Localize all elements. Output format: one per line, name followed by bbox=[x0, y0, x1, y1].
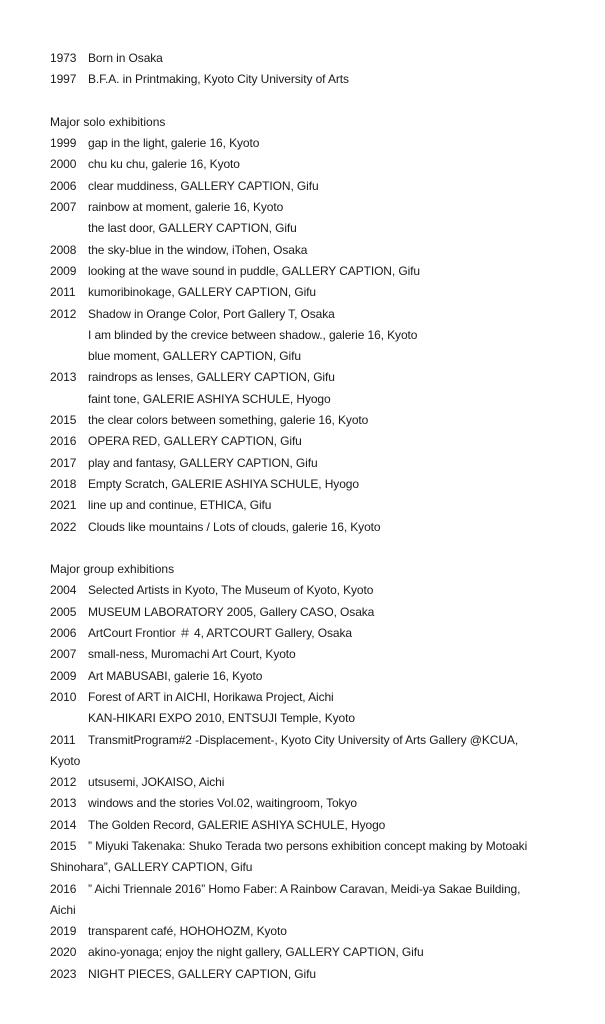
group-year: 2006 bbox=[50, 626, 77, 641]
solo-entry bbox=[50, 240, 590, 261]
solo-entry bbox=[50, 346, 590, 367]
solo-entry bbox=[50, 176, 590, 197]
group-text: TransmitProgram#2 -Displacement-, Kyoto City University of Arts Gallery @KCUA, bbox=[88, 732, 519, 747]
solo-entry bbox=[50, 474, 590, 495]
solo-entry bbox=[50, 410, 590, 431]
group-year: 2023 bbox=[50, 966, 77, 981]
group-year: 2019 bbox=[50, 924, 77, 939]
group-entry-wrap: Shinohara”, GALLERY CAPTION, Gifu bbox=[50, 860, 253, 875]
solo-year: 2007 bbox=[50, 200, 77, 215]
solo-entry bbox=[50, 282, 590, 303]
group-entry-wrap: Kyoto bbox=[50, 753, 81, 768]
solo-year: 2017 bbox=[50, 455, 77, 470]
bio-entry bbox=[50, 69, 590, 90]
group-exhibitions-heading: Major group exhibitions bbox=[50, 562, 175, 577]
group-text: Forest of ART in AICHI, Horikawa Project, Aichi bbox=[88, 689, 334, 704]
solo-entry bbox=[50, 261, 590, 282]
group-entry bbox=[50, 602, 590, 623]
group-year: 2016 bbox=[50, 881, 77, 896]
solo-entry bbox=[50, 453, 590, 474]
solo-year: 2008 bbox=[50, 242, 77, 257]
solo-text: play and fantasy, GALLERY CAPTION, Gifu bbox=[88, 455, 318, 470]
group-text: small-ness, Muromachi Art Court, Kyoto bbox=[88, 647, 296, 662]
group-text: The Golden Record, GALERIE ASHIYA SCHULE, Hyogo bbox=[88, 817, 386, 832]
solo-year: 2011 bbox=[50, 285, 76, 300]
solo-year: 2013 bbox=[50, 370, 77, 385]
solo-entry bbox=[50, 304, 590, 325]
group-text: Art MABUSABI, galerie 16, Kyoto bbox=[88, 668, 263, 683]
group-text: akino-yonaga; enjoy the night gallery, GALLERY CAPTION, Gifu bbox=[88, 945, 424, 960]
solo-year: 2000 bbox=[50, 157, 77, 172]
solo-text: chu ku chu, galerie 16, Kyoto bbox=[88, 157, 240, 172]
solo-text: OPERA RED, GALLERY CAPTION, Gifu bbox=[88, 434, 302, 449]
solo-text: kumoribinokage, GALLERY CAPTION, Gifu bbox=[88, 285, 316, 300]
group-entry bbox=[50, 687, 590, 708]
group-text: transparent café, HOHOHOZM, Kyoto bbox=[88, 924, 287, 939]
group-text: ” Aichi Triennale 2016” Homo Faber: A Rainbow Caravan, Meidi-ya Sakae Building, bbox=[88, 881, 521, 896]
solo-entry bbox=[50, 154, 590, 175]
group-entry bbox=[50, 708, 590, 729]
bio-entry bbox=[50, 48, 590, 69]
group-year: 2011 bbox=[50, 732, 76, 747]
section-spacer bbox=[50, 538, 590, 559]
bio-year: 1973 bbox=[50, 51, 77, 65]
solo-entry bbox=[50, 197, 590, 218]
solo-text: clear muddiness, GALLERY CAPTION, Gifu bbox=[88, 178, 319, 193]
solo-text: line up and continue, ETHICA, Gifu bbox=[88, 498, 272, 513]
group-entry bbox=[50, 879, 590, 900]
solo-entry bbox=[50, 431, 590, 452]
solo-entry bbox=[50, 133, 590, 154]
solo-year: 2018 bbox=[50, 476, 77, 491]
group-year: 2015 bbox=[50, 838, 77, 853]
solo-text: gap in the light, galerie 16, Kyoto bbox=[88, 136, 260, 151]
solo-year: 2021 bbox=[50, 498, 77, 513]
group-entry bbox=[50, 772, 590, 793]
group-year: 2004 bbox=[50, 583, 77, 598]
group-year: 2005 bbox=[50, 604, 77, 619]
group-entry bbox=[50, 793, 590, 814]
group-year: 2020 bbox=[50, 945, 77, 960]
solo-text: I am blinded by the crevice between shadow., galerie 16, Kyoto bbox=[88, 327, 418, 342]
group-year: 2014 bbox=[50, 817, 77, 832]
group-entry bbox=[50, 580, 590, 601]
group-year: 2012 bbox=[50, 775, 77, 790]
solo-year: 2006 bbox=[50, 178, 77, 193]
solo-year: 2009 bbox=[50, 263, 77, 278]
group-entry bbox=[50, 815, 590, 836]
solo-text: the clear colors between something, galerie 16, Kyoto bbox=[88, 413, 369, 428]
solo-text: raindrops as lenses, GALLERY CAPTION, Gifu bbox=[88, 370, 335, 385]
solo-entry bbox=[50, 389, 590, 410]
solo-text: looking at the wave sound in puddle, GALLERY CAPTION, Gifu bbox=[88, 263, 420, 278]
group-year: 2013 bbox=[50, 796, 77, 811]
group-text: Selected Artists in Kyoto, The Museum of Kyoto, Kyoto bbox=[88, 583, 374, 598]
solo-text: the last door, GALLERY CAPTION, Gifu bbox=[88, 221, 297, 236]
group-year: 2010 bbox=[50, 689, 77, 704]
group-text: windows and the stories Vol.02, waitingroom, Tokyo bbox=[88, 796, 357, 811]
group-entry bbox=[50, 921, 590, 942]
group-year: 2007 bbox=[50, 647, 77, 662]
cv-document bbox=[50, 48, 590, 985]
group-entry bbox=[50, 666, 590, 687]
solo-text: Shadow in Orange Color, Port Gallery T, Osaka bbox=[88, 306, 335, 321]
group-entry bbox=[50, 942, 590, 963]
group-entry-wrap: Aichi bbox=[50, 902, 76, 917]
group-text: ArtCourt Frontior ＃ 4, ARTCOURT Gallery, Osaka bbox=[88, 626, 352, 641]
bio-text: Born in Osaka bbox=[88, 51, 163, 65]
solo-text: blue moment, GALLERY CAPTION, Gifu bbox=[88, 349, 301, 364]
solo-exhibitions-heading: Major solo exhibitions bbox=[50, 114, 166, 129]
solo-text: Empty Scratch, GALERIE ASHIYA SCHULE, Hyogo bbox=[88, 476, 359, 491]
solo-entry bbox=[50, 367, 590, 388]
solo-text: the sky‐blue in the window, iTohen, Osaka bbox=[88, 242, 308, 257]
solo-entry bbox=[50, 218, 590, 239]
bio-year: 1997 bbox=[50, 72, 77, 87]
solo-year: 2012 bbox=[50, 306, 77, 321]
solo-text: Clouds like mountains / Lots of clouds, galerie 16, Kyoto bbox=[88, 519, 381, 534]
solo-entry bbox=[50, 495, 590, 516]
solo-text: rainbow at moment, galerie 16, Kyoto bbox=[88, 200, 284, 215]
group-text: utsusemi, JOKAISO, Aichi bbox=[88, 775, 225, 790]
solo-entry bbox=[50, 517, 590, 538]
group-entry bbox=[50, 964, 590, 985]
group-text: ” Miyuki Takenaka: Shuko Terada two persons exhibition concept making by Motoaki bbox=[88, 838, 528, 853]
solo-year: 2016 bbox=[50, 434, 77, 449]
solo-text: faint tone, GALERIE ASHIYA SCHULE, Hyogo bbox=[88, 391, 331, 406]
group-text: MUSEUM LABORATORY 2005, Gallery CASO, Osaka bbox=[88, 604, 375, 619]
group-entry bbox=[50, 836, 590, 857]
solo-year: 2022 bbox=[50, 519, 77, 534]
section-spacer bbox=[50, 91, 590, 112]
group-entry bbox=[50, 644, 590, 665]
solo-entry bbox=[50, 325, 590, 346]
group-entry bbox=[50, 623, 590, 644]
bio-text: B.F.A. in Printmaking, Kyoto City University of Arts bbox=[88, 72, 349, 87]
solo-year: 2015 bbox=[50, 413, 77, 428]
group-year: 2009 bbox=[50, 668, 77, 683]
solo-year: 1999 bbox=[50, 136, 77, 151]
group-text: NIGHT PIECES, GALLERY CAPTION, Gifu bbox=[88, 966, 316, 981]
group-entry bbox=[50, 730, 590, 751]
group-text: KAN-HIKARI EXPO 2010, ENTSUJI Temple, Kyoto bbox=[88, 711, 355, 726]
